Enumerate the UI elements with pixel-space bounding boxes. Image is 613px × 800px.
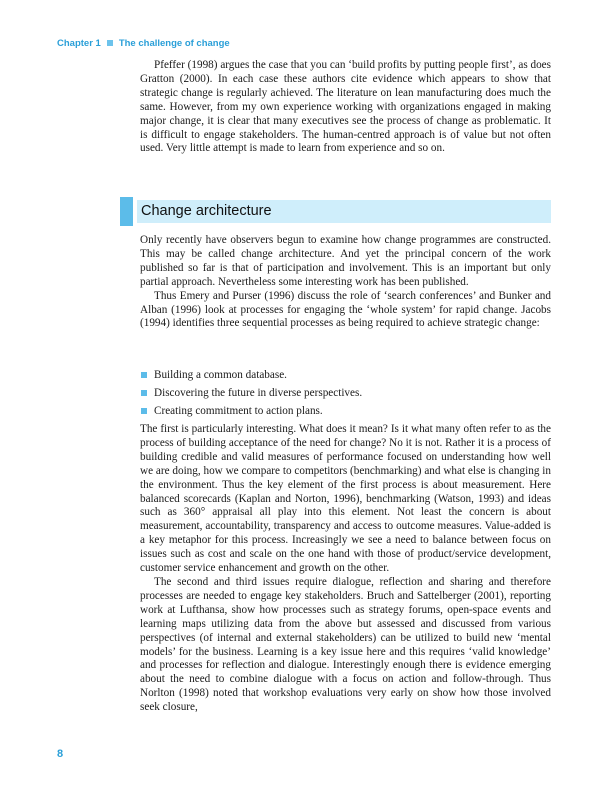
section-title: Change architecture (141, 203, 272, 219)
square-bullet-icon (141, 408, 147, 414)
heading-marker-icon (120, 197, 133, 226)
section-text-block-1 (140, 234, 551, 331)
paragraph: Thus Emery and Purser (1996) discuss the role of ‘search conferences’ and Bunker and Alban (1996) look at processes for engaging the ‘whole system’ for rapid change. Jacobs (1994) identifies three sequential processes as being required to achieve strategic change: (140, 289, 551, 330)
bullet-list (140, 366, 551, 420)
intro-text-block (140, 59, 551, 156)
running-head (57, 38, 230, 49)
section-text-block-2 (140, 423, 551, 715)
paragraph: The second and third issues require dialogue, reflection and sharing and therefore processes are needed to engage key stakeholders. Bruch and Sattelberger (2001), reporting work at Lufthansa, show how processes such as strategy forums, open-space events and learning maps utilizing data from the above but assessed and discussed from various perspectives (of internal and external stakeholders) can be utilized to build new ‘mental models’ for the business. Learning is a key issue here and this requires ‘valid knowledge’ and processes for reflection and dialogue. Interestingly enough there is evidence emerging about the need to combine dialogue with a focus on action and follow-through. Thus Norlton (1998) noted that workshop evaluations very early on show how those involved seek closure, (140, 575, 551, 714)
section-heading (120, 197, 551, 226)
paragraph: The first is particularly interesting. What does it mean? Is it what many often refer to as the process of building acceptance of the need for change? No it is not. Rather it is a process of building credible and valid measures of performance focused on understanding how well we are doing, how we compare to competitors (benchmarking) and what else is changing in the environment. Thus the key element of the first process is about measurement. Here balanced scorecards (Kaplan and Norton, 1996), benchmarking (Watson, 1993) and ideas such as 360° appraisal all play into this element. Not least the concern is about measurement, accountability, transparency and access to outcome measures. Value-added is a key metaphor for this process. Increasingly we see a need to balance between focus on issues such as cost and scale on the one hand with those of product/service development, customer service enhancement and growth on the other. (140, 423, 551, 575)
square-bullet-icon (141, 372, 147, 378)
intro-paragraph: Pfeffer (1998) argues the case that you can ‘build profits by putting people first’, as does Gratton (2000). In each case these authors cite evidence which appears to show that strategic change is regularly achieved. The literature on lean manufacturing does much the same. However, from my own experience working with organizations engaged in making major change, it is clear that many executives see the process of change as problematic. It is difficult to engage stakeholders. The human-centred approach is of value but not often used. Very little attempt is made to learn from experience and so on. (140, 59, 551, 155)
chapter-label: Chapter 1 (57, 38, 101, 49)
paragraph: Only recently have observers begun to examine how change programmes are constructed. This may be called change architecture. And yet the principal concern of the work published so far is that of participation and involvement. This is an important but only partial approach. Nevertheless some interesting work has been published. (140, 234, 551, 288)
list-item: Building a common database. (140, 366, 551, 384)
square-separator-icon (107, 40, 113, 46)
list-item: Discovering the future in diverse perspectives. (140, 384, 551, 402)
list-item: Creating commitment to action plans. (140, 402, 551, 420)
chapter-title: The challenge of change (118, 38, 230, 49)
page-number: 8 (57, 748, 64, 760)
square-bullet-icon (141, 390, 147, 396)
